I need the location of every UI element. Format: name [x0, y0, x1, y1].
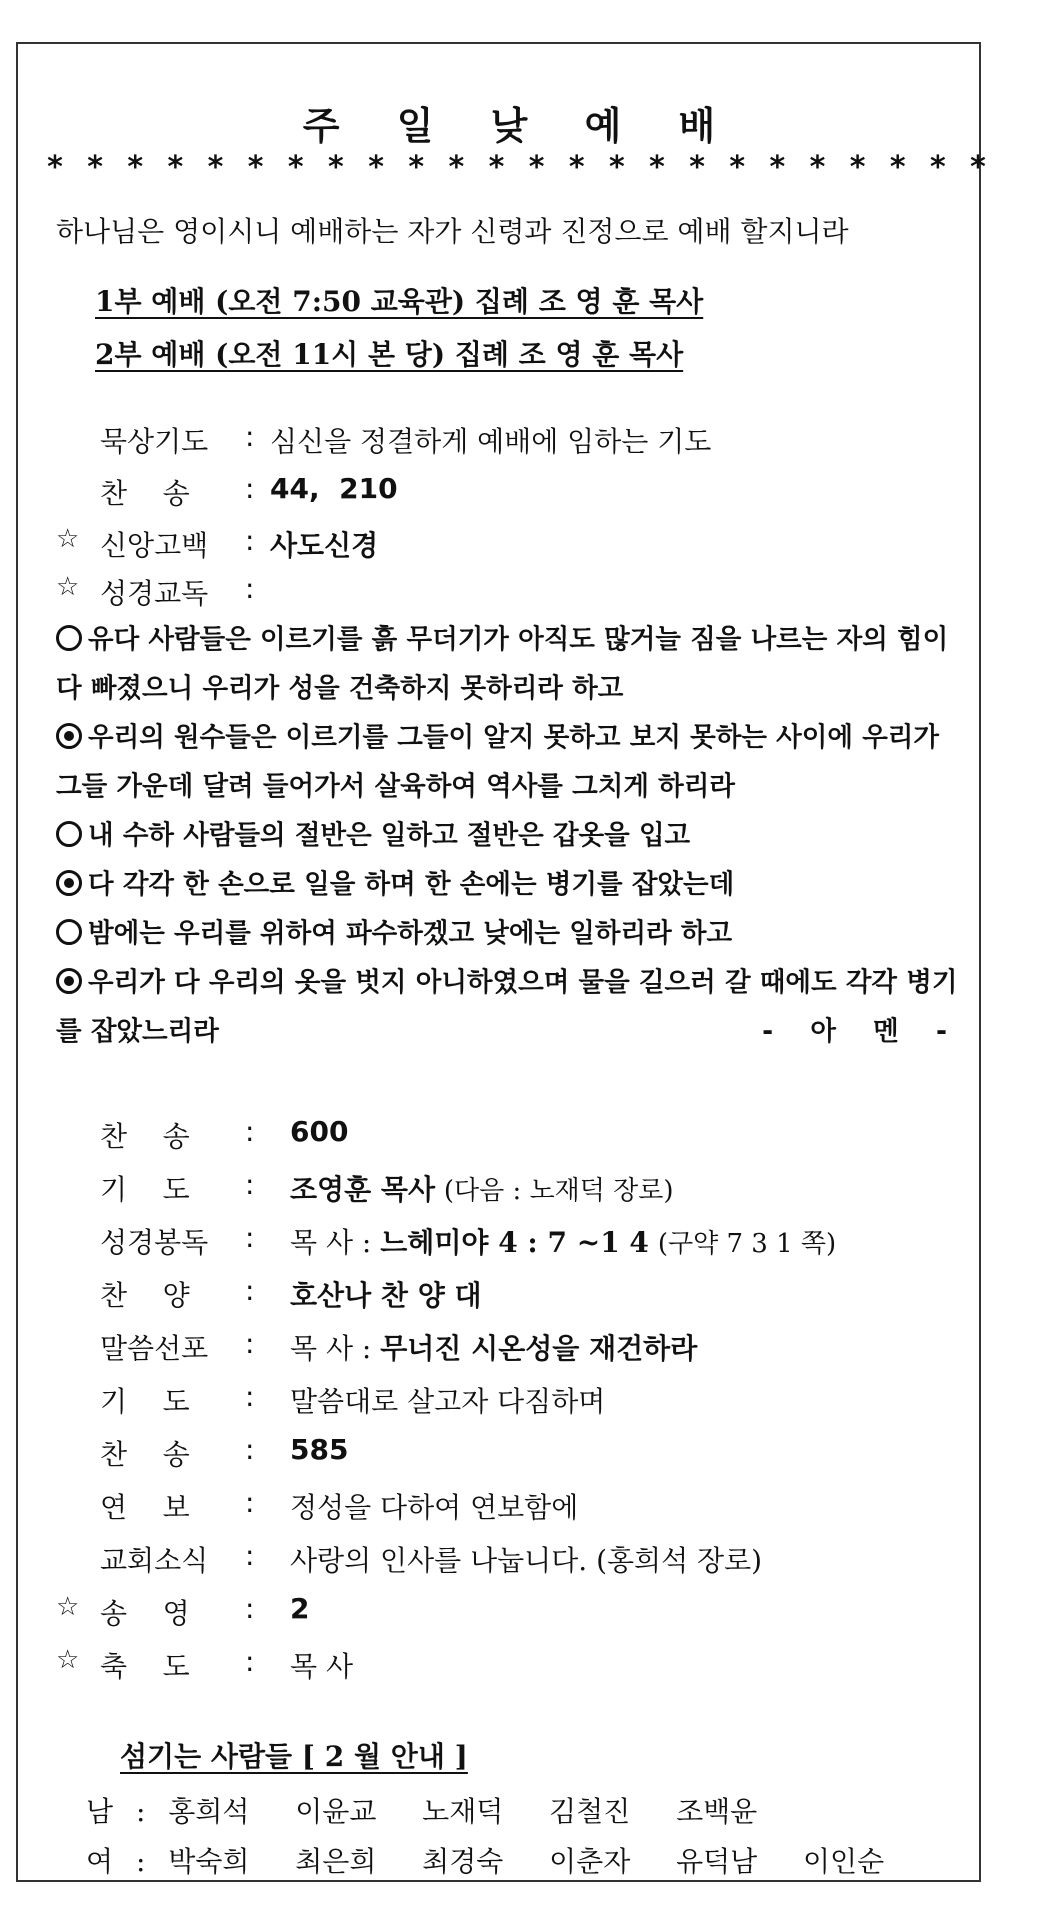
order-label: 교회소식 — [100, 1544, 209, 1577]
ushers-men: 남 : 홍희석 이윤교 노재덕 김철진 조백윤 — [86, 1795, 758, 1828]
service-first: 1부 예배 (오전 7:50 교육관) 집례 조 영 훈 목사 — [95, 285, 704, 318]
reading-line: 밤에는 우리를 위하여 파수하겠고 낮에는 일하리라 하고 — [56, 909, 961, 958]
reading-line: 다 각각 한 손으로 일을 하며 한 손에는 병기를 잡았는데 — [56, 860, 961, 909]
colon: : — [245, 1380, 255, 1413]
open-circle-icon — [56, 919, 82, 945]
order-value: 585 — [290, 1433, 349, 1466]
order-value: 정성을 다하여 연보함에 — [290, 1491, 579, 1524]
filled-circle-icon — [56, 870, 82, 896]
amen: - 아 멘 - — [762, 1016, 961, 1047]
order-label: 성경봉독 — [100, 1226, 209, 1259]
star-icon: ☆ — [56, 1645, 80, 1675]
order-label: 말씀선포 — [100, 1332, 209, 1365]
colon: : — [245, 1115, 255, 1148]
responsive-reading — [56, 615, 961, 1056]
reading-line: 우리의 원수들은 이르기를 그들이 알지 못하고 보지 못하는 사이에 우리가 그들 가운데 달려 들어가서 살육하여 역사를 그치게 하리라 — [56, 722, 940, 802]
ushers-women: 여 : 박숙희 최은희 최경숙 이춘자 유덕남 이인순 — [86, 1845, 885, 1878]
star-icon: ☆ — [56, 1592, 80, 1622]
colon: : — [245, 1486, 255, 1519]
colon: : — [245, 572, 255, 605]
colon: : — [245, 1221, 255, 1254]
order-prefix: 목 사 : — [290, 1226, 372, 1259]
open-circle-icon — [56, 625, 82, 651]
order-value: 호산나 찬 양 대 — [290, 1279, 482, 1312]
order-value: 무너진 시온성을 재건하라 — [380, 1332, 698, 1365]
order-label: 신앙고백 — [100, 529, 209, 562]
order-label: 찬 송 — [100, 477, 190, 510]
ushers-title: 섬기는 사람들 [ 2 월 안내 ] — [120, 1740, 468, 1773]
order-label: 송 영 — [100, 1597, 190, 1630]
order-note: (구약 7 3 1 쪽) — [657, 1229, 837, 1259]
star-icon: ☆ — [56, 572, 80, 602]
colon: : — [245, 1645, 255, 1678]
order-label: 기 도 — [100, 1173, 190, 1206]
colon: : — [245, 1327, 255, 1360]
order-label: 찬 송 — [100, 1120, 190, 1153]
star-divider: * * * * * * * * * * * * * * * * * * * * * * * * — [47, 150, 993, 185]
colon: : — [245, 472, 255, 505]
order-prefix: 목 사 : — [290, 1332, 372, 1365]
colon: : — [245, 420, 255, 453]
star-icon: ☆ — [56, 524, 80, 554]
order-note: (다음 : 노재덕 장로) — [443, 1176, 674, 1206]
colon: : — [245, 1274, 255, 1307]
order-label: 묵상기도 — [100, 425, 209, 458]
order-value: 2 — [290, 1592, 310, 1625]
order-value: 600 — [290, 1115, 349, 1148]
reading-line: 유다 사람들은 이르기를 흙 무더기가 아직도 많거늘 짐을 나르는 자의 힘이 다 빠졌으니 우리가 성을 건축하지 못하리라 하고 — [56, 624, 949, 704]
order-value: 사도신경 — [270, 529, 379, 562]
order-label: 축 도 — [100, 1650, 190, 1683]
reading-line: 우리가 다 우리의 옷을 벗지 아니하였으며 물을 길으러 갈 때에도 각각 병기를 잡았느리라 - 아 멘 - — [56, 958, 961, 1056]
order-label: 성경교독 — [100, 577, 209, 610]
colon: : — [245, 1433, 255, 1466]
scripture-verse: 하나님은 영이시니 예배하는 자가 신령과 진정으로 예배 할지니라 — [56, 215, 849, 248]
order-value: 사랑의 인사를 나눕니다. (홍희석 장로) — [290, 1544, 763, 1577]
colon: : — [245, 1592, 255, 1625]
order-value: 조영훈 목사 — [290, 1173, 435, 1206]
filled-circle-icon — [56, 723, 82, 749]
colon: : — [245, 1539, 255, 1572]
order-value: 44, 210 — [270, 472, 398, 505]
colon: : — [245, 524, 255, 557]
order-label: 찬 송 — [100, 1438, 190, 1471]
order-value: 목 사 — [290, 1650, 353, 1683]
order-label: 찬 양 — [100, 1279, 190, 1312]
service-second: 2부 예배 (오전 11시 본 당) 집례 조 영 훈 목사 — [95, 338, 684, 371]
order-value: 말씀대로 살고자 다짐하며 — [290, 1385, 606, 1418]
order-value: 심신을 정결하게 예배에 임하는 기도 — [270, 425, 712, 458]
page-title: 주 일 낮 예 배 — [302, 103, 738, 148]
order-value: 느헤미야 4 : 7 ~1 4 — [380, 1226, 649, 1259]
open-circle-icon — [56, 821, 82, 847]
filled-circle-icon — [56, 968, 82, 994]
colon: : — [245, 1168, 255, 1201]
order-label: 기 도 — [100, 1385, 190, 1418]
order-label: 연 보 — [100, 1491, 190, 1524]
reading-line: 내 수하 사람들의 절반은 일하고 절반은 갑옷을 입고 — [56, 811, 961, 860]
